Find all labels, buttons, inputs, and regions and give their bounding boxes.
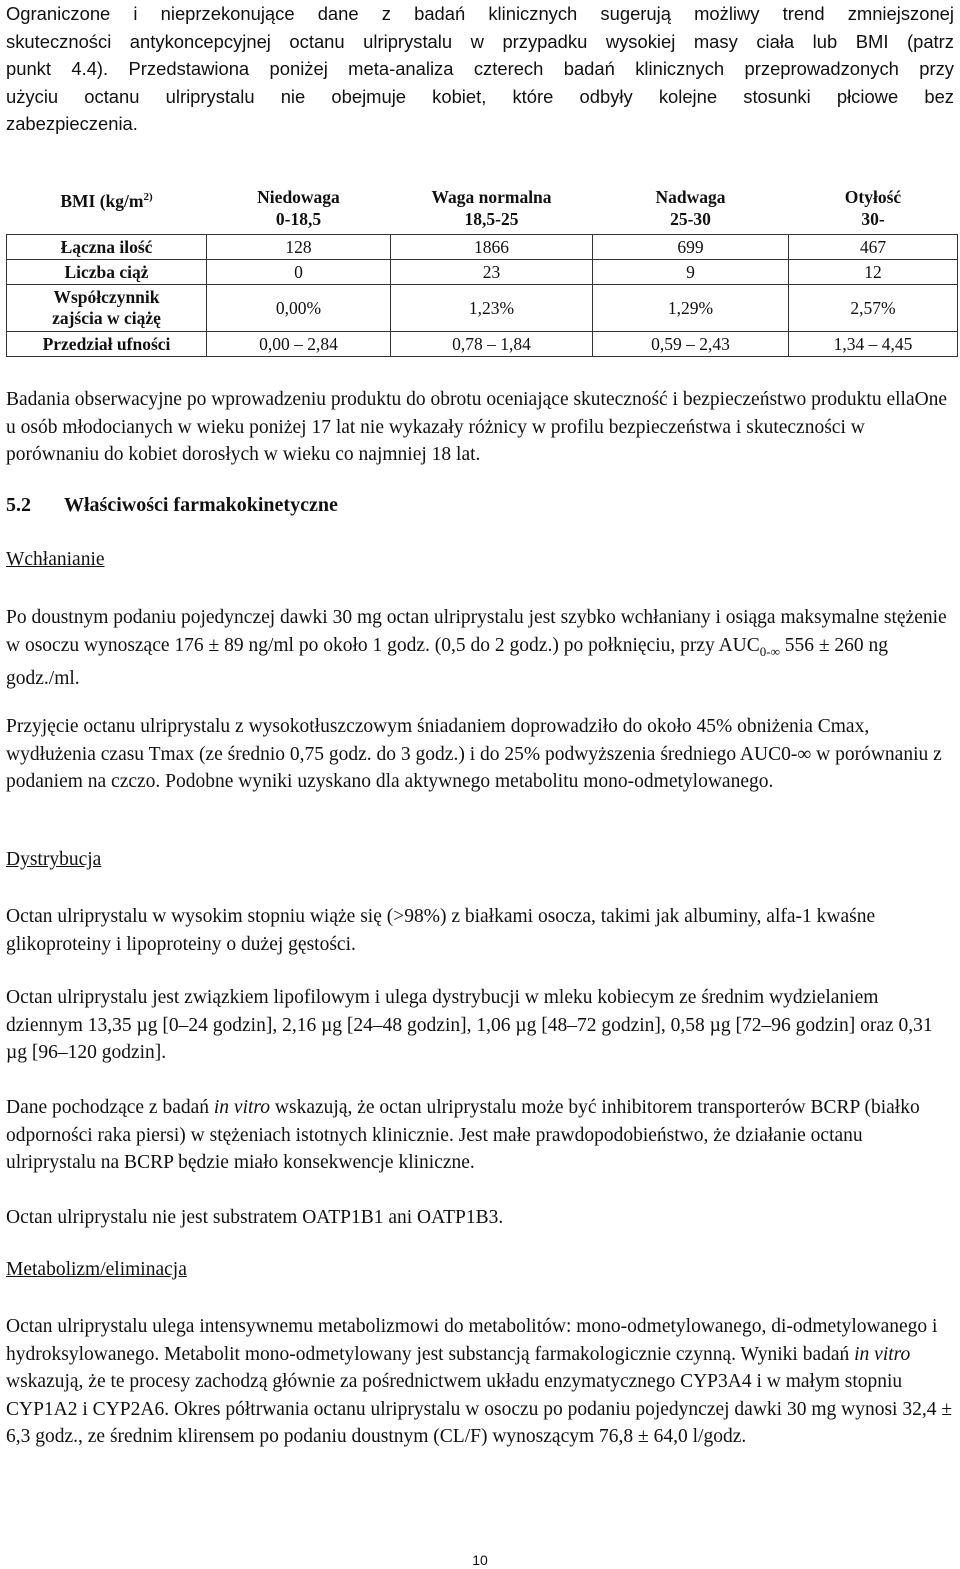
header-normal-weight: Waga normalna 18,5-25 — [431, 187, 552, 229]
section-number: 5.2 — [6, 494, 31, 516]
row-label: Łączna ilość — [7, 235, 207, 260]
table-cell: 1,23% — [391, 285, 593, 332]
row-label: Liczba ciąż — [7, 260, 207, 285]
table-cell: 2,57% — [789, 285, 958, 332]
table-cell: 467 — [789, 235, 958, 260]
table-cell: 0,00% — [207, 285, 391, 332]
section-heading — [6, 494, 954, 517]
distribution-paragraph-1: Octan ulriprystalu w wysokim stopniu wiąże się (>98%) z białkami osocza, takimi jak albuminy, alfa-1 kwaśne glikoproteiny i lipoproteiny o dużej gęstości. — [6, 906, 876, 955]
header-obesity: Otyłość 30- — [844, 187, 902, 229]
table-cell: 1,29% — [593, 285, 789, 332]
table-cell: 1866 — [391, 235, 593, 260]
distribution-heading: Dystrybucja — [6, 849, 102, 870]
metabolism-paragraph: Octan ulriprystalu ulega intensywnemu metabolizmowi do metabolitów: mono-odmetylowanego, di-odmetylowanego i hydroksylowanego. Metabolit mono-odmetylowany jest substancją farmakologicznie czynną. Wyniki badań in vitro wskazują, że te procesy zachodzą głównie za pośrednictwem układu enzymatycznego CYP3A4 i w małym stopniu CYP1A2 i CYP2A6. Okres półtrwania octanu ulriprystalu w osoczu po podaniu pojedynczej dawki 30 mg wynosi 32,4 ± 6,3 godz., ze średnim klirensem po podaniu doustnym (CL/F) wynoszącym 76,8 ± 64,0 l/godz. — [6, 1316, 953, 1447]
absorption-heading: Wchłanianie — [6, 549, 105, 570]
row-label: Przedział ufności — [7, 332, 207, 357]
intro-line: użyciu octanu ulriprystalu nie obejmuje kobiet, które odbyły kolejne stosunki płciowe bez — [6, 85, 954, 107]
distribution-paragraph-2: Octan ulriprystalu jest związkiem lipofilowym i ulega dystrybucji w mleku kobiecym ze średnim wydzielaniem dziennym 13,35 µg [0–24 godzin], 2,16 µg [24–48 godzin], 1,06 µg [48–72 godzin], 0,58 µg [72–96 godzin] oraz 0,31 µg [96–120 godzin]. — [6, 987, 933, 1063]
table-row — [7, 285, 958, 332]
table-cell: 0,00 – 2,84 — [207, 332, 391, 357]
section-title: Właściwości farmakokinetyczne — [64, 494, 338, 516]
table-row — [7, 260, 958, 285]
header-bmi: BMI ($kg/m^{2)}$ — [60, 190, 153, 211]
distribution-paragraph-3: Dane pochodzące z badań in vitro wskazują, że octan ulriprystalu może być inhibitorem transporterów BCRP (białko odporności raka piersi) w stężeniach istotnych klinicznie. Jest małe prawdopodobieństwo, że działanie octanu ulriprystalu na BCRP będzie miało konsekwencje kliniczne. — [6, 1097, 920, 1173]
header-overweight: Nadwaga 25-30 — [655, 187, 726, 229]
header-underweight: Niedowaga 0-18,5 — [257, 187, 340, 229]
table-row — [7, 235, 958, 260]
page-number: 10 — [472, 1552, 488, 1568]
distribution-paragraph-4: Octan ulriprystalu nie jest substratem OATP1B1 ani OATP1B3. — [6, 1207, 504, 1228]
table-cell: 12 — [789, 260, 958, 285]
table-header-row — [7, 184, 958, 235]
absorption-paragraph-1: Po doustnym podaniu pojedynczej dawki 30 mg octan ulriprystalu jest szybko wchłaniany i osiąga maksymalne stężenie w osoczu wynoszące 176 ± 89 ng/ml po około 1 godz. (0,5 do 2 godz.) po połknięciu, przy $AUC_{0-\infty}$ 556 ± 260 ng godz./ml. — [6, 607, 947, 689]
table-cell: 128 — [207, 235, 391, 260]
bmi-efficacy-table — [6, 184, 958, 357]
table-cell: 23 — [391, 260, 593, 285]
intro-paragraph — [6, 0, 954, 138]
row-label: Współczynnik zajścia w ciążę — [7, 285, 207, 332]
intro-line: punkt 4.4). Przedstawiona poniżej meta-analiza czterech badań klinicznych przeprowadzonych przy — [6, 58, 954, 79]
absorption-paragraph-2: Przyjęcie octanu ulriprystalu z wysokotłuszczowym śniadaniem doprowadziło do około 45% obniżenia Cmax, wydłużenia czasu Tmax (ze średnio 0,75 godz. do 3 godz.) i do 25% podwyższenia średniego AUC0-∞ w porównaniu z podaniem na czczo. Podobne wyniki uzyskano dla aktywnego metabolitu mono-odmetylowanego. — [6, 716, 942, 792]
observational-paragraph: Badania obserwacyjne po wprowadzeniu produktu do obrotu oceniające skuteczność i bezpieczeństwo produktu ellaOne u osób młodocianych w wieku poniżej 17 lat nie wykazały różnicy w profilu bezpieczeństwa i skuteczności w porównaniu do kobiet dorosłych w wieku co najmniej 18 lat. — [6, 389, 948, 465]
table-cell: 1,34 – 4,45 — [789, 332, 958, 357]
table-cell: 0 — [207, 260, 391, 285]
intro-line: Ograniczone i nieprzekonujące dane z badań klinicznych sugerują możliwy trend zmniejszonej — [6, 3, 954, 24]
table-cell: 9 — [593, 260, 789, 285]
table-cell: 699 — [593, 235, 789, 260]
table-cell: 0,59 – 2,43 — [593, 332, 789, 357]
metabolism-heading: Metabolizm/eliminacja — [6, 1259, 187, 1280]
intro-line: zabezpieczenia. — [6, 113, 138, 134]
intro-line: skuteczności antykoncepcyjnej octanu ulriprystalu w przypadku wysokiej masy ciała lub BMI (patrz — [6, 30, 954, 52]
table-cell: 0,78 – 1,84 — [391, 332, 593, 357]
table-row — [7, 332, 958, 357]
